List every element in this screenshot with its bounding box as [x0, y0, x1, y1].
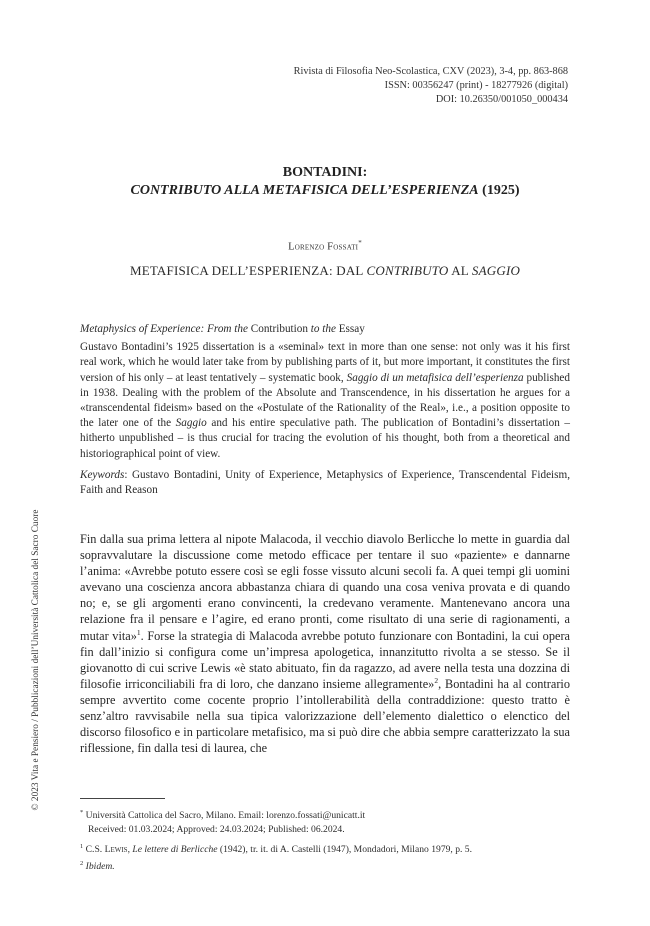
title-line-1: BONTADINI: — [282, 165, 368, 180]
abstract-text-3: and his entire speculative path. The publication of Bontadini’s dissertation – hitherto unpublished – is thus crucial for tracing the evolution of his thought, both from a theoretical and historiographical point of view. — [80, 417, 570, 460]
keywords — [80, 468, 570, 498]
title-italic: CONTRIBUTO ALLA METAFISICA DELL’ESPERIENZA — [130, 183, 479, 198]
author-line — [80, 239, 570, 253]
article-title — [80, 164, 570, 200]
abstract-text-1: Gustavo Bontadini’s 1925 dissertation is a «seminal» text in more than one sense: not only was it his first real work, which he would later take from by publishing parts of it, but more important, it constitutes the first version of his only – at least tentatively – systematic book, — [80, 341, 570, 384]
footnote-1-author: C.S. Lewis — [85, 844, 128, 856]
author-affiliation-note — [80, 806, 580, 823]
footnote-2-text: Ibidem. — [85, 860, 115, 872]
journal-citation: Rivista di Filosofia Neo-Scolastica, CXV (2023), 3-4, pp. 863-868 — [293, 66, 568, 77]
footnote-1 — [80, 840, 580, 857]
author-footnote-mark: * — [358, 239, 362, 247]
subtitle-part-1: METAFISICA DELL’ESPERIENZA: DAL — [129, 263, 367, 278]
abstract-text-2: published in 1938. Dealing with the problem of the Absolute and Transcendence, in his dissertation he argues for a «transcendental fideism» based on the «Postulate of the Rationality of the Real», i.e., a position opposite to the later one of the — [80, 371, 570, 430]
author-name: Lorenzo Fossati — [288, 241, 359, 253]
title-line-2 — [80, 182, 570, 200]
footnote-divider — [80, 798, 165, 799]
article-subtitle — [80, 263, 570, 279]
footnote-ref-1: 1 — [136, 627, 141, 637]
abstract-book-title: Saggio di un metafisica dell’esperienza — [346, 371, 524, 384]
body-text-1: Fin dalla sua prima lettera al nipote Malacoda, il vecchio diavolo Berlicche lo mette in guardia dal sopravvalutare la discussione come metodo efficace per tentare il suo «paziente» e dannarne l’anima: «Avrebbe potuto essere così se egli fosse vissuto alcuni secoli fa. A quei tempi gli uomini avevano una coscienza ancora abbastanza chiara di quando una cosa veniva provata e di quando no; e, se gli argomenti erano convincenti, la credevano veramente. Mantenevano ancora una relazione fra il pensare e l’agire, ed erano pronti, come risultato di una serie di ragionamenti, a mutar vita» — [80, 532, 570, 643]
abstract-section — [80, 322, 570, 498]
english-title-part-1: Metaphysics of Experience: From the — [80, 323, 251, 335]
keywords-list: : Gustavo Bontadini, Unity of Experience, Metaphysics of Experience, Transcendental Fideism, Faith and Reason — [80, 468, 570, 497]
title-year: (1925) — [478, 183, 520, 198]
english-title-part-2: to the — [307, 323, 339, 335]
body-text — [80, 531, 570, 756]
issn: ISSN: 00356247 (print) - 18277926 (digital) — [384, 79, 568, 91]
footnote-2 — [80, 857, 580, 874]
abstract-text — [80, 340, 570, 462]
dates-note: Received: 01.03.2024; Approved: 24.03.2024; Published: 06.2024. — [88, 823, 345, 835]
body-text-2: . Forse la strategia di Malacoda avrebbe potuto funzionare con Bontadini, la cui opera fin dall’inizio si configura come un’impresa apologetica, innanzitutto rivolta a se stesso. Se il giovanotto di cui scrive Lewis «è stato abituato, fin da ragazzo, ad avere nella testa una dozzina di filosofie irriconciliabili fra di loro, che danzano insieme allegramente» — [80, 628, 570, 691]
affiliation-text: Università Cattolica del Sacro, Milano. Email: lorenzo.fossati@unicatt.it — [83, 810, 366, 822]
copyright-sidebar: © 2023 Vita e Pensiero / Pubblicazioni dell’Università Cattolica del Sacro Cuore — [31, 509, 41, 811]
footnote-1-title: Le lettere di Berlicche — [132, 844, 218, 856]
footnotes — [80, 806, 580, 873]
affiliation-mark: * — [80, 809, 84, 816]
body-text-3: , Bontadini ha al contrario sempre avvertito come cocente proprio l’intollerabilità della contraddizione: questo tratto è senz’altro ravvisabile nella sua tipica valorizzazione dell’elemento dialettico o elenctico del discorso filosofico e in particolare metafisico, ma si può dire che abbia sempre caratterizzato la sua riflessione, fin dalla tesi di laurea, che — [80, 676, 570, 756]
subtitle-saggio: SAGGIO — [471, 263, 521, 278]
english-title — [80, 322, 570, 337]
keywords-label: Keywords — [80, 468, 125, 481]
subtitle-contributo: CONTRIBUTO — [366, 263, 449, 278]
footnote-1-separator: , — [127, 844, 133, 856]
english-title-contribution: Contribution — [250, 323, 308, 335]
footnote-1-rest: (1942), tr. it. di A. Castelli (1947), Mondadori, Milano 1979, p. 5. — [217, 844, 472, 856]
doi: DOI: 10.26350/001050_000434 — [435, 93, 568, 105]
body-paragraph — [80, 531, 570, 756]
footnote-1-mark: 1 — [80, 843, 84, 850]
subtitle-part-2: AL — [448, 263, 472, 278]
abstract-saggio: Saggio — [175, 417, 207, 430]
english-title-essay: Essay — [338, 323, 365, 335]
journal-header — [294, 65, 568, 106]
footnote-ref-2: 2 — [434, 675, 439, 685]
footnote-2-mark: 2 — [80, 859, 84, 867]
